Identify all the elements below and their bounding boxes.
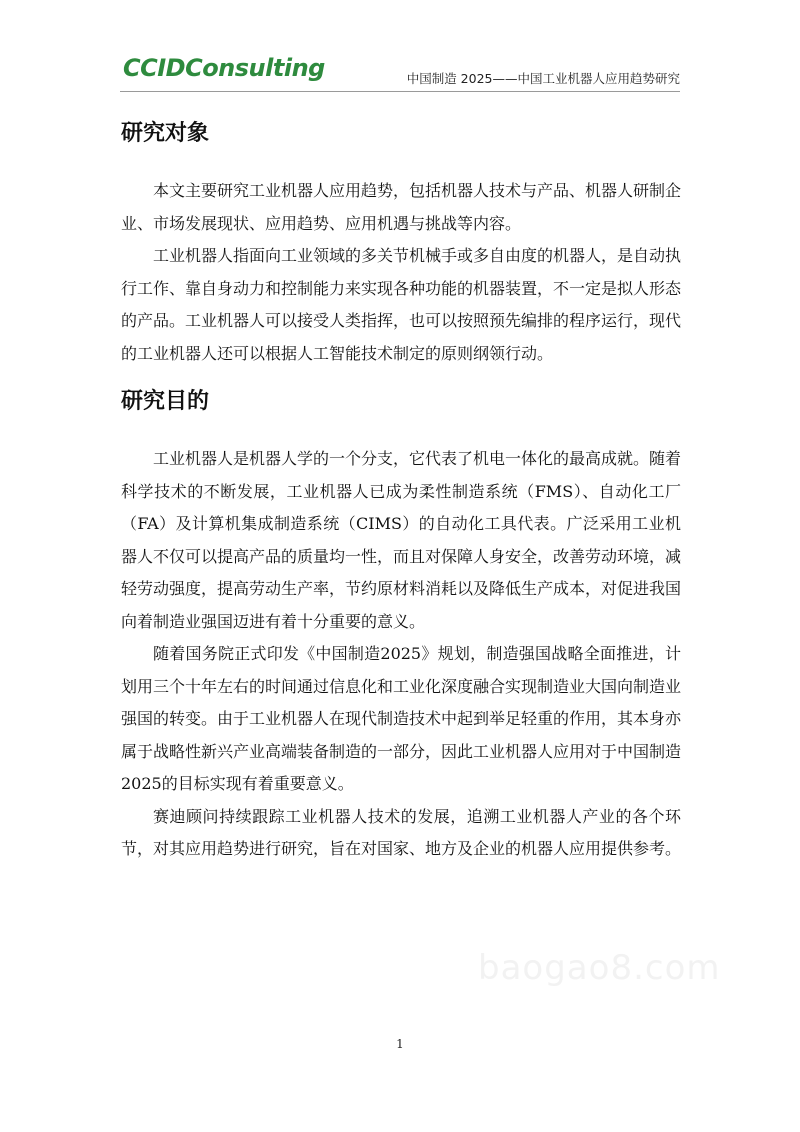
section-heading: 研究对象 [121,121,210,146]
page-number: 1 [396,1037,404,1051]
watermark: baogao8.com [478,948,721,988]
paragraph: 工业机器人是机器人学的一个分支，它代表了机电一体化的最高成就。随着科学技术的不断发展，工业机器人已成为柔性制造系统（FMS）、自动化工厂（FA）及计算机集成制造系统（CIMS）的自动化工具代表。广泛采用工业机器人不仅可以提高产品的质量均一性，而且对保障人身安全，改善劳动环境，减轻劳动强度，提高劳动生产率，节约原材料消耗以及降低生产成本，对促进我国向着制造业强国迈进有着十分重要的意义。 [121,449,682,631]
section-research-purpose [121,384,681,866]
paragraph: 工业机器人指面向工业领域的多关节机械手或多自由度的机器人，是自动执行工作、靠自身动力和控制能力来实现各种功能的机器装置，不一定是拟人形态的产品。工业机器人可以接受人类指挥，也可以按照预先编排的程序运行，现代的工业机器人还可以根据人工智能技术制定的原则纲领行动。 [121,246,682,363]
section-research-object [121,116,681,370]
header-divider [120,91,680,92]
ccid-consulting-logo: CCIDConsulting [123,54,325,82]
paragraph: 赛迪顾问持续跟踪工业机器人技术的发展，追溯工业机器人产业的各个环节，对其应用趋势进行研究，旨在对国家、地方及企业的机器人应用提供参考。 [121,806,682,858]
section-heading: 研究目的 [121,389,210,414]
page-header [0,0,800,100]
document-title: 中国制造 2025——中国工业机器人应用趋势研究 [406,71,680,86]
paragraph: 随着国务院正式印发《中国制造2025》规划，制造强国战略全面推进，计划用三个十年左右的时间通过信息化和工业化深度融合实现制造业大国向制造业强国的转变。由于工业机器人在现代制造技术中起到举足轻重的作用，其本身亦属于战略性新兴产业高端装备制造的一部分，因此工业机器人应用对于中国制造2025的目标实现有着重要意义。 [121,644,682,793]
paragraph: 本文主要研究工业机器人应用趋势，包括机器人技术与产品、机器人研制企业、市场发展现状、应用趋势、应用机遇与挑战等内容。 [121,181,682,233]
document-body [121,116,681,866]
